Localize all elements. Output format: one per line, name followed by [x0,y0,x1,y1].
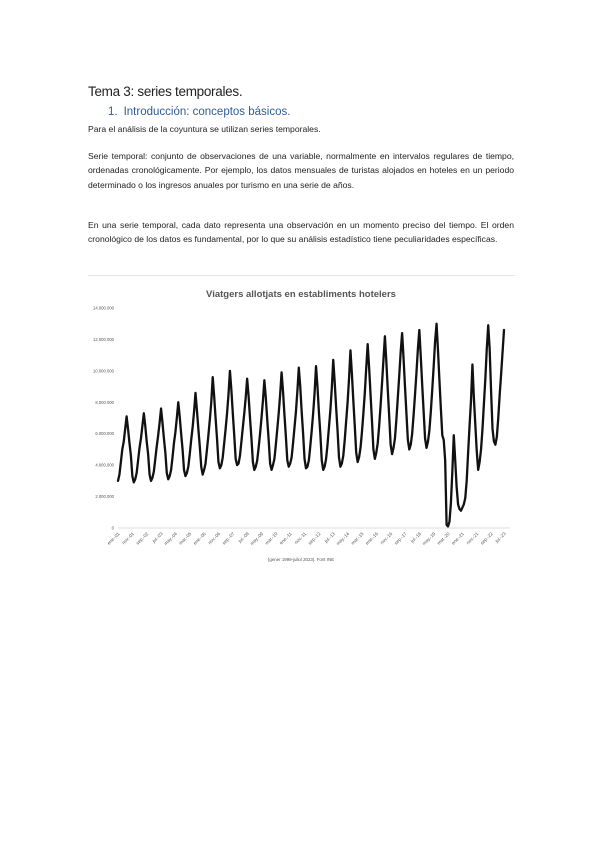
x-tick-label: sep.-17 [393,531,408,546]
x-tick-label: mar.-05 [177,531,193,546]
y-tick-label: 14.000.000 [93,305,114,311]
x-tick-label: ene.-06 [192,531,207,546]
x-tick-label: ene.-11 [278,531,293,546]
x-tick-label: mar.-15 [350,531,365,546]
chart-container [88,275,515,568]
series-line [118,324,504,527]
x-tick-label: sep.-07 [221,531,236,546]
x-tick-label: jul.-13 [323,531,336,544]
y-tick-label: 12.000.000 [93,336,114,342]
x-tick-label: nov.-21 [465,531,480,546]
x-tick-label: jul.-18 [409,531,423,544]
paragraph-order: En una serie temporal, cada dato representa una observación en un momento preciso del tiempo. El orden cronológico de los datos es fundamental, por lo que su análisis estadístico tiene peculiaridades específicas. [88,220,514,245]
x-tick-label: may.-09 [249,531,265,547]
x-tick-label: may.-19 [421,531,437,547]
x-tick-label: mar.-20 [436,531,451,546]
line-chart [88,276,515,568]
x-tick-label: may.-14 [335,531,351,547]
chart-source: (gener 1999-juliol 2023). Font INE [267,557,335,562]
paragraph-definition: Serie temporal: conjunto de observaciones de una variable, normalmente en intervalos regulares de tiempo, ordenadas cronológicamente. Por ejemplo, los datos mensuales de turistas alojados en hoteles en un periodo determinado o los ingresos anuales por turismo en una serie de años. [88,151,514,190]
x-tick-label: sep.-02 [135,531,150,546]
x-tick-label: sep.-22 [479,531,494,546]
x-tick-label: nov.-06 [207,531,222,546]
x-tick-label: ene.-16 [364,531,379,546]
x-tick-label: ene.-01 [106,531,121,546]
x-tick-label: may.-04 [163,531,179,547]
paragraph-intro: Para el análisis de la coyuntura se utilizan series temporales. [88,124,321,134]
section-title: Introducción: conceptos básicos. [123,106,291,118]
y-tick-label: 10.000.000 [93,368,114,374]
y-tick-label: 2.000.000 [95,494,114,500]
section-heading [108,106,290,118]
x-tick-label: jul.-08 [237,531,250,544]
x-axis [106,531,507,546]
x-tick-label: nov.-16 [379,531,394,546]
y-tick-label: 4.000.000 [95,462,114,468]
x-tick-label: jul.-23 [494,531,507,544]
y-tick-label: 0 [111,525,114,531]
x-tick-label: sep.-12 [307,531,322,546]
x-tick-label: nov.-11 [293,531,308,546]
x-tick-label: mar.-10 [264,531,279,546]
chart-title: Viatgers allotjats en establiments hotelers [206,289,396,300]
x-tick-label: nov.-01 [120,531,136,546]
y-tick-label: 8.000.000 [95,399,114,405]
document-title: Tema 3: series temporales. [88,84,243,99]
x-tick-label: jul.-03 [151,531,164,544]
series-group [118,324,504,527]
y-tick-label: 6.000.000 [95,431,114,437]
section-number: 1. [108,106,118,118]
x-tick-label: ene.-21 [450,531,466,546]
